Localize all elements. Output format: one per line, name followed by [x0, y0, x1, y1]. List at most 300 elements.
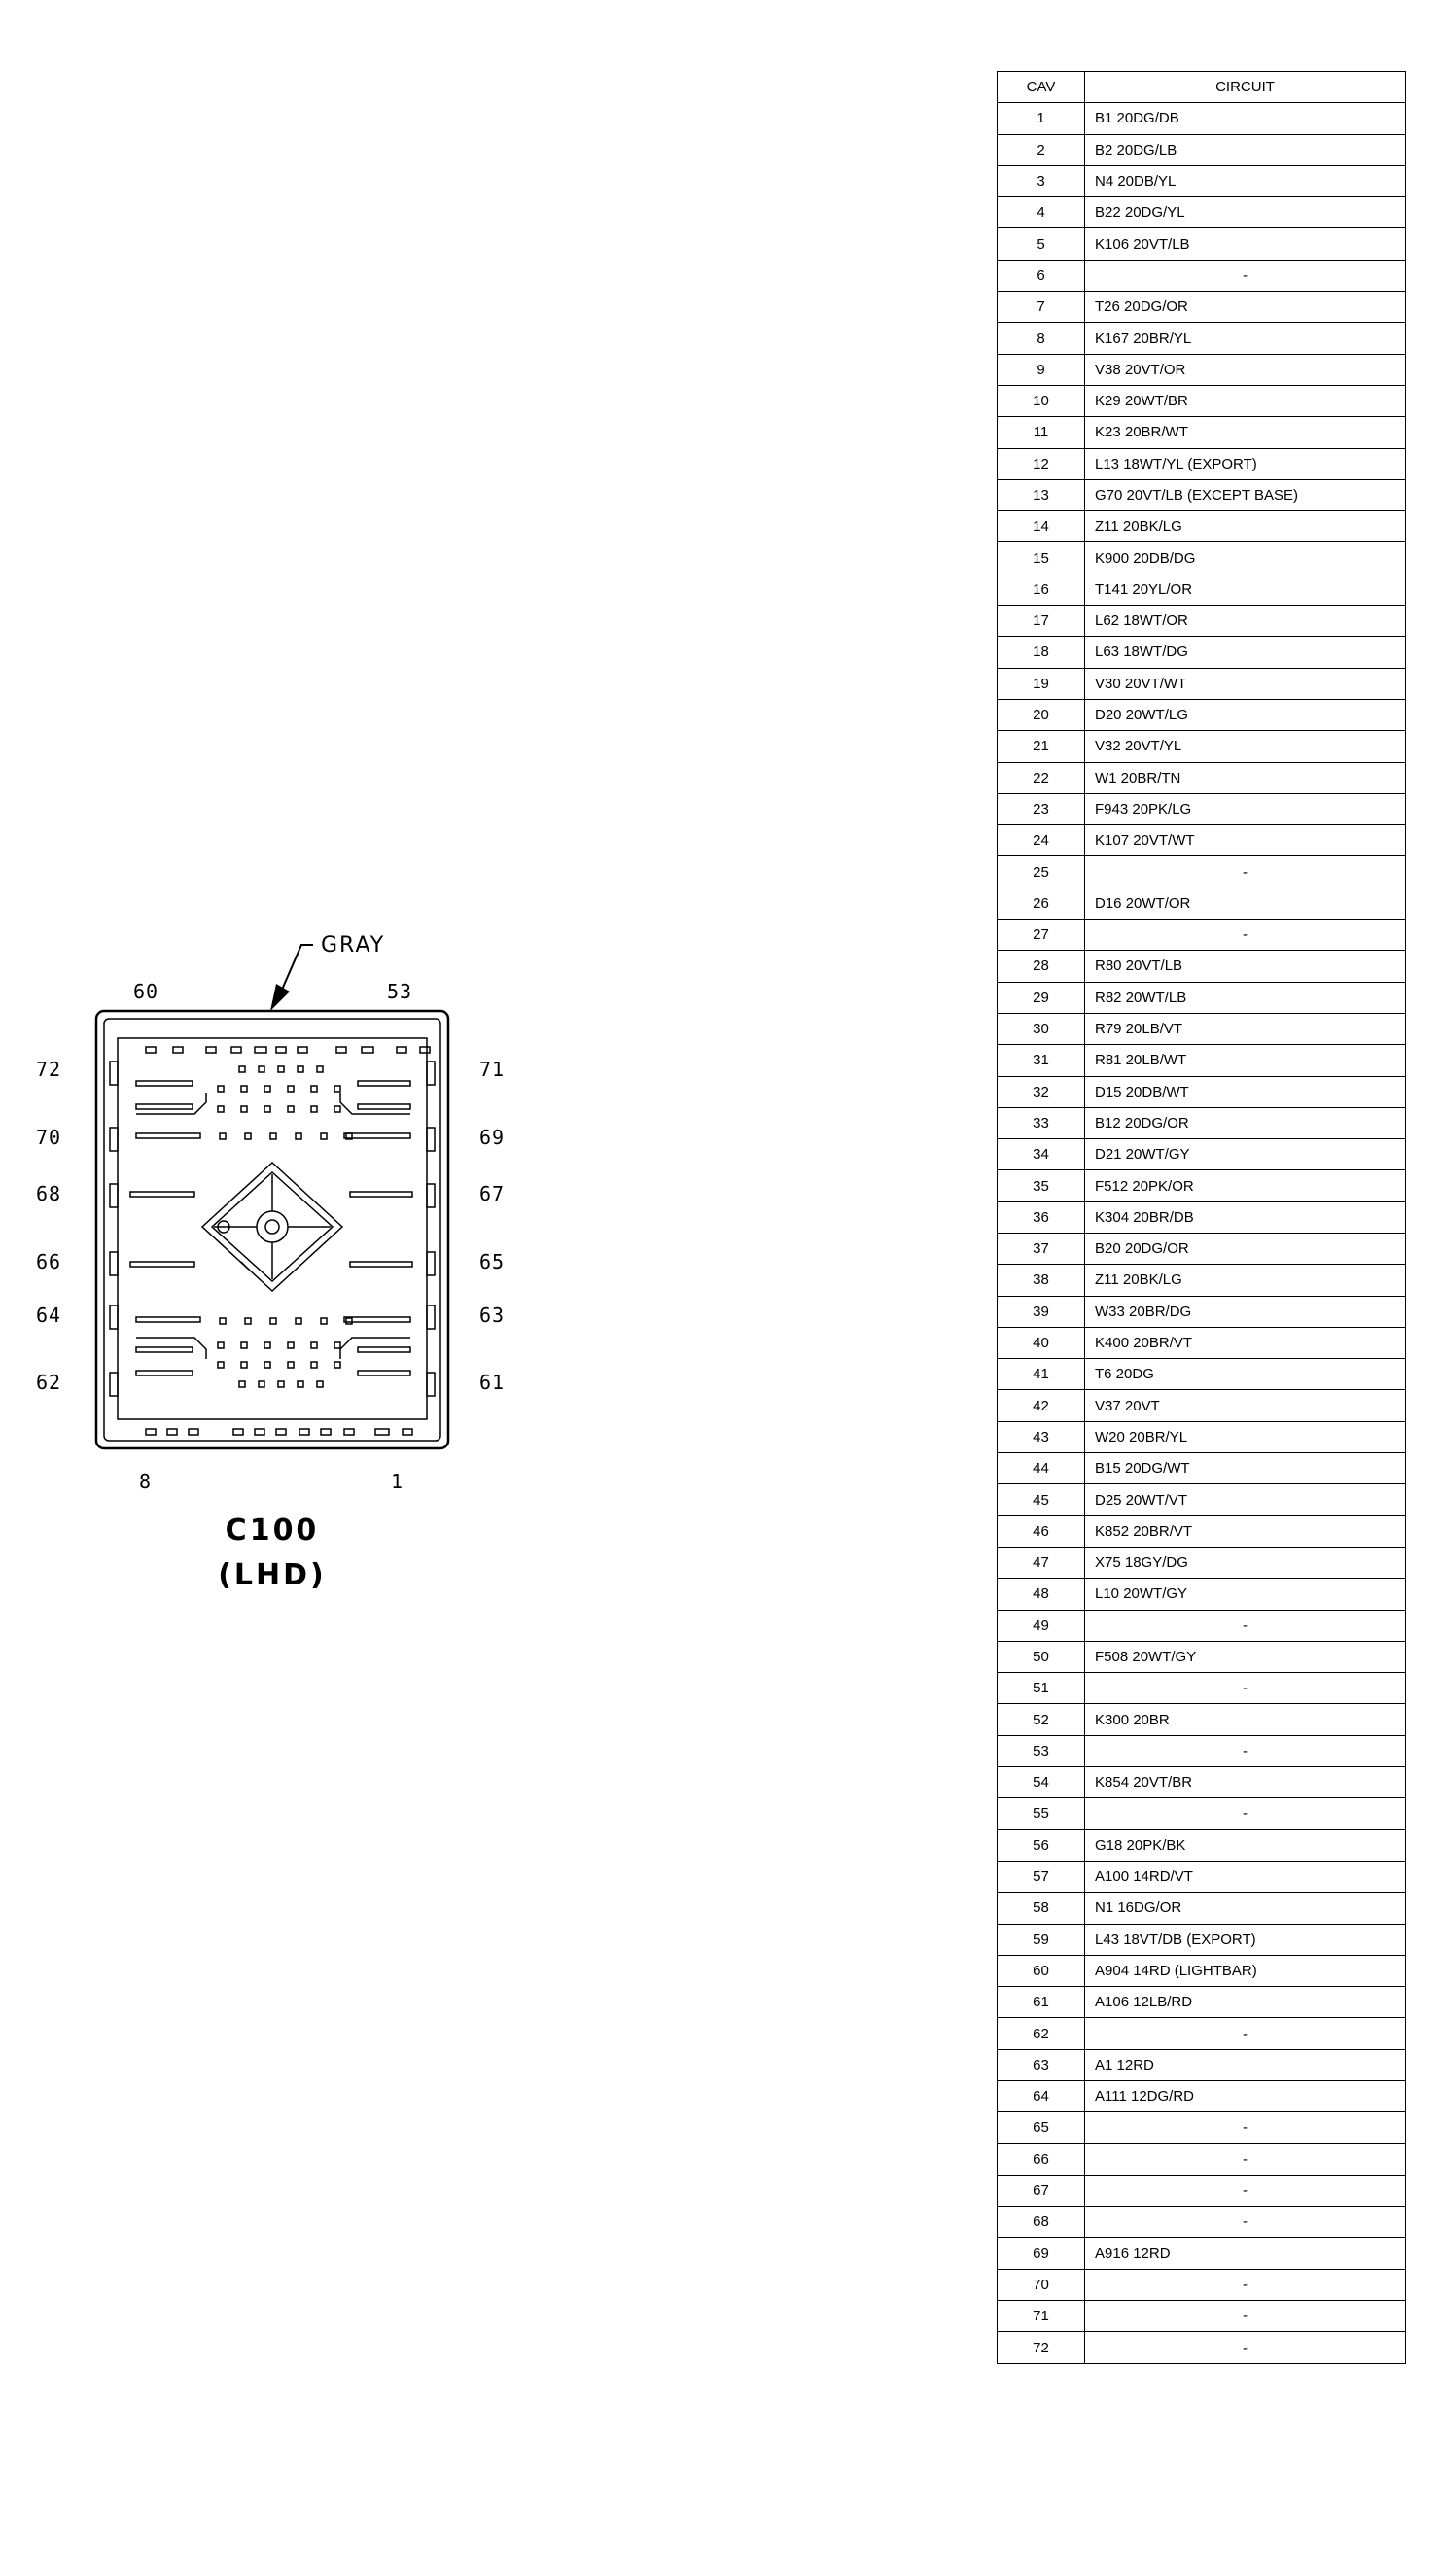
table-row — [998, 825, 1406, 856]
cav-cell: 72 — [998, 2332, 1085, 2363]
table-row — [998, 542, 1406, 574]
table-row — [998, 1107, 1406, 1138]
cav-cell: 9 — [998, 354, 1085, 385]
cav-cell: 70 — [998, 2269, 1085, 2300]
pin-label-left: 70 — [36, 1126, 62, 1149]
cav-cell: 15 — [998, 542, 1085, 574]
table-row — [998, 699, 1406, 730]
circuit-cell: F943 20PK/LG — [1085, 793, 1406, 824]
connector-inner-shell — [104, 1019, 440, 1441]
circuit-cell: A111 12DG/RD — [1085, 2081, 1406, 2112]
key-post — [257, 1211, 288, 1242]
circuit-cell: B2 20DG/LB — [1085, 134, 1406, 165]
signal-cavity — [296, 1318, 301, 1324]
circuit-cell: - — [1085, 2143, 1406, 2175]
edge-cavity — [146, 1429, 156, 1435]
circuit-cell: A106 12LB/RD — [1085, 1987, 1406, 2018]
table-row — [998, 731, 1406, 762]
circuit-cell: R80 20VT/LB — [1085, 951, 1406, 982]
cav-cell: 6 — [998, 260, 1085, 291]
circuit-cell: B15 20DG/WT — [1085, 1453, 1406, 1484]
circuit-cell: - — [1085, 2269, 1406, 2300]
circuit-cell: A100 14RD/VT — [1085, 1861, 1406, 1892]
cav-cell: 61 — [998, 1987, 1085, 2018]
connector-face-drawing — [0, 0, 506, 1653]
table-row — [998, 2301, 1406, 2332]
signal-cavity — [278, 1066, 284, 1072]
table-row — [998, 2049, 1406, 2080]
signal-cavity — [334, 1106, 340, 1112]
table-row — [998, 1296, 1406, 1327]
signal-cavity — [334, 1342, 340, 1348]
signal-cavity — [241, 1362, 247, 1368]
cav-cell: 55 — [998, 1798, 1085, 1829]
circuit-cell: R79 20LB/VT — [1085, 1013, 1406, 1044]
edge-cavity — [146, 1047, 156, 1053]
cav-cell: 28 — [998, 951, 1085, 982]
cav-cell: 31 — [998, 1045, 1085, 1076]
cav-cell: 3 — [998, 165, 1085, 196]
circuit-cell: X75 18GY/DG — [1085, 1547, 1406, 1578]
edge-cavity — [344, 1429, 354, 1435]
circuit-cell: N4 20DB/YL — [1085, 165, 1406, 196]
signal-cavity — [241, 1086, 247, 1092]
circuit-cell: W20 20BR/YL — [1085, 1421, 1406, 1452]
table-row — [998, 1610, 1406, 1641]
circuit-cell: - — [1085, 2175, 1406, 2206]
cav-cell: 14 — [998, 511, 1085, 542]
circuit-cell: - — [1085, 1798, 1406, 1829]
circuit-cell: L10 20WT/GY — [1085, 1579, 1406, 1610]
connector-color-label: GRAY — [321, 933, 386, 957]
table-row — [998, 856, 1406, 888]
table-row — [998, 2207, 1406, 2238]
table-row — [998, 1987, 1406, 2018]
circuit-cell: B12 20DG/OR — [1085, 1107, 1406, 1138]
table-row — [998, 951, 1406, 982]
circuit-cell: T141 20YL/OR — [1085, 574, 1406, 605]
table-row — [998, 1359, 1406, 1390]
table-row — [998, 1327, 1406, 1358]
table-row — [998, 2081, 1406, 2112]
circuit-cell: W1 20BR/TN — [1085, 762, 1406, 793]
cav-cell: 69 — [998, 2238, 1085, 2269]
signal-cavity — [259, 1381, 264, 1387]
cav-cell: 25 — [998, 856, 1085, 888]
side-notch — [110, 1062, 118, 1085]
circuit-cell: A916 12RD — [1085, 2238, 1406, 2269]
circuit-cell: - — [1085, 2301, 1406, 2332]
edge-cavity — [321, 1429, 331, 1435]
cav-cell: 48 — [998, 1579, 1085, 1610]
table-row — [998, 448, 1406, 479]
circuit-cell: R81 20LB/WT — [1085, 1045, 1406, 1076]
circuit-cell: - — [1085, 2332, 1406, 2363]
circuit-cell: K23 20BR/WT — [1085, 417, 1406, 448]
pin-label-bottom-right: 1 — [391, 1470, 404, 1493]
signal-cavity — [288, 1106, 294, 1112]
table-row — [998, 1170, 1406, 1201]
cav-cell: 37 — [998, 1233, 1085, 1264]
table-row — [998, 417, 1406, 448]
cav-cell: 59 — [998, 1924, 1085, 1955]
circuit-cell: - — [1085, 2112, 1406, 2143]
side-notch — [427, 1128, 435, 1151]
signal-cavity — [288, 1362, 294, 1368]
power-slot — [344, 1133, 410, 1138]
cav-cell: 12 — [998, 448, 1085, 479]
cav-cell: 57 — [998, 1861, 1085, 1892]
circuit-cell: D15 20DB/WT — [1085, 1076, 1406, 1107]
edge-cavity — [336, 1047, 346, 1053]
cav-cell: 29 — [998, 982, 1085, 1013]
circuit-cell: - — [1085, 856, 1406, 888]
latch-bracket — [340, 1093, 410, 1114]
table-row — [998, 165, 1406, 196]
table-row — [998, 103, 1406, 134]
circuit-cell: N1 16DG/OR — [1085, 1893, 1406, 1924]
circuit-cell: K304 20BR/DB — [1085, 1201, 1406, 1233]
cav-cell: 23 — [998, 793, 1085, 824]
signal-cavity — [264, 1106, 270, 1112]
edge-cavity — [276, 1047, 286, 1053]
pin-label-left: 68 — [36, 1182, 62, 1205]
pin-label-top-left: 60 — [133, 980, 159, 1003]
table-row — [998, 2175, 1406, 2206]
cav-cell: 52 — [998, 1704, 1085, 1735]
edge-cavity — [255, 1047, 266, 1053]
cav-cell: 53 — [998, 1735, 1085, 1766]
pin-label-left: 66 — [36, 1250, 62, 1273]
circuit-cell: K900 20DB/DG — [1085, 542, 1406, 574]
cav-cell: 32 — [998, 1076, 1085, 1107]
signal-cavity — [245, 1318, 251, 1324]
header-circuit: CIRCUIT — [1085, 72, 1406, 103]
circuit-cell: - — [1085, 1610, 1406, 1641]
signal-cavity — [239, 1381, 245, 1387]
cav-cell: 41 — [998, 1359, 1085, 1390]
side-notch — [427, 1252, 435, 1275]
table-row — [998, 1233, 1406, 1264]
table-row — [998, 1139, 1406, 1170]
power-slot — [136, 1081, 193, 1086]
table-row — [998, 668, 1406, 699]
circuit-cell: F508 20WT/GY — [1085, 1641, 1406, 1672]
cav-cell: 35 — [998, 1170, 1085, 1201]
pin-label-right: 65 — [479, 1250, 506, 1273]
power-slot — [358, 1081, 410, 1086]
circuit-cell: B22 20DG/YL — [1085, 197, 1406, 228]
cav-cell: 67 — [998, 2175, 1085, 2206]
circuit-cell: K400 20BR/VT — [1085, 1327, 1406, 1358]
cav-cell: 22 — [998, 762, 1085, 793]
edge-cavity — [206, 1047, 216, 1053]
table-row — [998, 888, 1406, 919]
edge-cavity — [420, 1047, 430, 1053]
power-slot — [136, 1347, 193, 1352]
circuit-cell: K167 20BR/YL — [1085, 323, 1406, 354]
circuit-cell: R82 20WT/LB — [1085, 982, 1406, 1013]
power-slot — [350, 1192, 412, 1197]
pin-label-right: 61 — [479, 1371, 506, 1394]
table-row — [998, 323, 1406, 354]
power-slot — [130, 1262, 194, 1267]
edge-cavity — [397, 1047, 406, 1053]
signal-cavity — [311, 1106, 317, 1112]
table-row — [998, 2269, 1406, 2300]
cav-cell: 16 — [998, 574, 1085, 605]
signal-cavity — [241, 1106, 247, 1112]
circuit-cell: L62 18WT/OR — [1085, 606, 1406, 637]
key-post-center — [265, 1220, 279, 1234]
circuit-cell: D25 20WT/VT — [1085, 1484, 1406, 1515]
signal-cavity — [311, 1342, 317, 1348]
table-row — [998, 1704, 1406, 1735]
circuit-cell: A904 14RD (LIGHTBAR) — [1085, 1955, 1406, 1986]
circuit-cell: K107 20VT/WT — [1085, 825, 1406, 856]
signal-cavity — [264, 1086, 270, 1092]
signal-cavity — [270, 1318, 276, 1324]
side-notch — [110, 1373, 118, 1396]
side-notch — [427, 1305, 435, 1329]
connector-diagram — [0, 0, 506, 1653]
cav-cell: 11 — [998, 417, 1085, 448]
signal-cavity — [278, 1381, 284, 1387]
table-row — [998, 511, 1406, 542]
cav-cell: 46 — [998, 1515, 1085, 1547]
power-slot — [136, 1317, 200, 1322]
signal-cavity — [259, 1066, 264, 1072]
table-row — [998, 1955, 1406, 1986]
table-row — [998, 197, 1406, 228]
cav-cell: 39 — [998, 1296, 1085, 1327]
circuit-cell: V37 20VT — [1085, 1390, 1406, 1421]
table-row — [998, 1265, 1406, 1296]
circuit-cell: D20 20WT/LG — [1085, 699, 1406, 730]
cav-cell: 33 — [998, 1107, 1085, 1138]
circuit-cell: - — [1085, 260, 1406, 291]
circuit-cell: B20 20DG/OR — [1085, 1233, 1406, 1264]
circuit-cell: L13 18WT/YL (EXPORT) — [1085, 448, 1406, 479]
cav-cell: 27 — [998, 920, 1085, 951]
cav-cell: 10 — [998, 385, 1085, 416]
pin-label-bottom-left: 8 — [139, 1470, 153, 1493]
cav-cell: 45 — [998, 1484, 1085, 1515]
edge-cavity — [173, 1047, 183, 1053]
cav-cell: 54 — [998, 1767, 1085, 1798]
cav-cell: 65 — [998, 2112, 1085, 2143]
cav-cell: 66 — [998, 2143, 1085, 2175]
signal-cavity — [241, 1342, 247, 1348]
gray-leader-arrow — [270, 984, 290, 1011]
signal-cavity — [334, 1362, 340, 1368]
signal-cavity — [311, 1086, 317, 1092]
signal-cavity — [239, 1066, 245, 1072]
circuit-cell: L43 18VT/DB (EXPORT) — [1085, 1924, 1406, 1955]
signal-cavity — [321, 1318, 327, 1324]
side-notch — [110, 1305, 118, 1329]
circuit-cell: G70 20VT/LB (EXCEPT BASE) — [1085, 479, 1406, 510]
signal-cavity — [270, 1133, 276, 1139]
table-row — [998, 1829, 1406, 1861]
cav-cell: 20 — [998, 699, 1085, 730]
pin-label-top-right: 53 — [387, 980, 413, 1003]
cav-cell: 71 — [998, 2301, 1085, 2332]
side-notch — [427, 1062, 435, 1085]
latch-bracket — [340, 1338, 410, 1359]
edge-cavity — [189, 1429, 198, 1435]
circuit-cell: Z11 20BK/LG — [1085, 1265, 1406, 1296]
pin-label-right: 67 — [479, 1182, 506, 1205]
circuit-cell: K106 20VT/LB — [1085, 228, 1406, 260]
signal-cavity — [220, 1318, 226, 1324]
table-row — [998, 2238, 1406, 2269]
cav-cell: 5 — [998, 228, 1085, 260]
pin-label-right: 69 — [479, 1126, 506, 1149]
cav-cell: 1 — [998, 103, 1085, 134]
cav-cell: 49 — [998, 1610, 1085, 1641]
edge-cavity — [231, 1047, 241, 1053]
signal-cavity — [218, 1362, 224, 1368]
circuit-cell: V30 20VT/WT — [1085, 668, 1406, 699]
connector-variant: (LHD) — [218, 1558, 327, 1592]
connector-outer-shell — [96, 1011, 448, 1448]
cav-cell: 43 — [998, 1421, 1085, 1452]
table-row — [998, 1484, 1406, 1515]
signal-cavity — [264, 1362, 270, 1368]
table-row — [998, 1201, 1406, 1233]
table-row — [998, 2332, 1406, 2363]
signal-cavity — [218, 1086, 224, 1092]
edge-cavity — [167, 1429, 177, 1435]
cav-cell: 19 — [998, 668, 1085, 699]
cav-cell: 68 — [998, 2207, 1085, 2238]
circuit-cell: W33 20BR/DG — [1085, 1296, 1406, 1327]
table-row — [998, 1013, 1406, 1044]
table-row — [998, 1421, 1406, 1452]
table-row — [998, 2143, 1406, 2175]
cav-cell: 13 — [998, 479, 1085, 510]
table-row — [998, 292, 1406, 323]
signal-cavity — [218, 1342, 224, 1348]
cav-cell: 60 — [998, 1955, 1085, 1986]
cav-cell: 24 — [998, 825, 1085, 856]
circuit-cell: V38 20VT/OR — [1085, 354, 1406, 385]
circuit-cell: T6 20DG — [1085, 1359, 1406, 1390]
pin-label-left: 64 — [36, 1304, 62, 1327]
signal-cavity — [288, 1086, 294, 1092]
cav-cell: 50 — [998, 1641, 1085, 1672]
power-slot — [358, 1371, 410, 1375]
table-row — [998, 1893, 1406, 1924]
circuit-cell: B1 20DG/DB — [1085, 103, 1406, 134]
power-slot — [136, 1104, 193, 1109]
cav-cell: 58 — [998, 1893, 1085, 1924]
table-row — [998, 1453, 1406, 1484]
cav-cell: 63 — [998, 2049, 1085, 2080]
cav-cell: 64 — [998, 2081, 1085, 2112]
cav-cell: 18 — [998, 637, 1085, 668]
cav-cell: 26 — [998, 888, 1085, 919]
cav-cell: 42 — [998, 1390, 1085, 1421]
pin-label-right: 71 — [479, 1058, 506, 1081]
edge-cavity — [403, 1429, 412, 1435]
side-notch — [110, 1184, 118, 1207]
edge-cavity — [298, 1047, 307, 1053]
table-row — [998, 134, 1406, 165]
table-row — [998, 1045, 1406, 1076]
power-slot — [358, 1104, 410, 1109]
header-cav: CAV — [998, 72, 1085, 103]
power-slot — [136, 1133, 200, 1138]
connector-cavity-geometry — [110, 1047, 435, 1435]
pin-label-left: 62 — [36, 1371, 62, 1394]
signal-cavity — [317, 1066, 323, 1072]
table-row — [998, 762, 1406, 793]
edge-cavity — [362, 1047, 373, 1053]
cav-cell: 36 — [998, 1201, 1085, 1233]
circuit-cell: A1 12RD — [1085, 2049, 1406, 2080]
signal-cavity — [346, 1318, 352, 1324]
table-row — [998, 1515, 1406, 1547]
signal-cavity — [317, 1381, 323, 1387]
table-row — [998, 982, 1406, 1013]
edge-cavity — [233, 1429, 243, 1435]
cav-cell: 2 — [998, 134, 1085, 165]
side-notch — [110, 1252, 118, 1275]
table-row — [998, 637, 1406, 668]
signal-cavity — [321, 1133, 327, 1139]
circuit-cell: K854 20VT/BR — [1085, 1767, 1406, 1798]
side-notch — [110, 1128, 118, 1151]
table-row — [998, 2112, 1406, 2143]
power-slot — [136, 1371, 193, 1375]
power-slot — [358, 1347, 410, 1352]
circuit-cell: G18 20PK/BK — [1085, 1829, 1406, 1861]
circuit-cell: K852 20BR/VT — [1085, 1515, 1406, 1547]
table-row — [998, 606, 1406, 637]
circuit-cell: K300 20BR — [1085, 1704, 1406, 1735]
power-slot — [350, 1262, 412, 1267]
side-notch — [427, 1184, 435, 1207]
table-row — [998, 228, 1406, 260]
signal-cavity — [288, 1342, 294, 1348]
table-row — [998, 354, 1406, 385]
cav-cell: 47 — [998, 1547, 1085, 1578]
signal-cavity — [334, 1086, 340, 1092]
table-row — [998, 1861, 1406, 1892]
table-row — [998, 2018, 1406, 2049]
table-row — [998, 1641, 1406, 1672]
edge-cavity — [375, 1429, 389, 1435]
key-mark — [241, 1262, 249, 1270]
table-row — [998, 1076, 1406, 1107]
connector-title — [199, 1509, 345, 1598]
signal-cavity — [245, 1133, 251, 1139]
cav-cell: 62 — [998, 2018, 1085, 2049]
table-row — [998, 1673, 1406, 1704]
circuit-cell: - — [1085, 1673, 1406, 1704]
signal-cavity — [264, 1342, 270, 1348]
pin-label-right: 63 — [479, 1304, 506, 1327]
table-row — [998, 385, 1406, 416]
circuit-cell: L63 18WT/DG — [1085, 637, 1406, 668]
cav-cell: 17 — [998, 606, 1085, 637]
cav-cell: 21 — [998, 731, 1085, 762]
table-row — [998, 574, 1406, 605]
cav-cell: 51 — [998, 1673, 1085, 1704]
circuit-cell: K29 20WT/BR — [1085, 385, 1406, 416]
